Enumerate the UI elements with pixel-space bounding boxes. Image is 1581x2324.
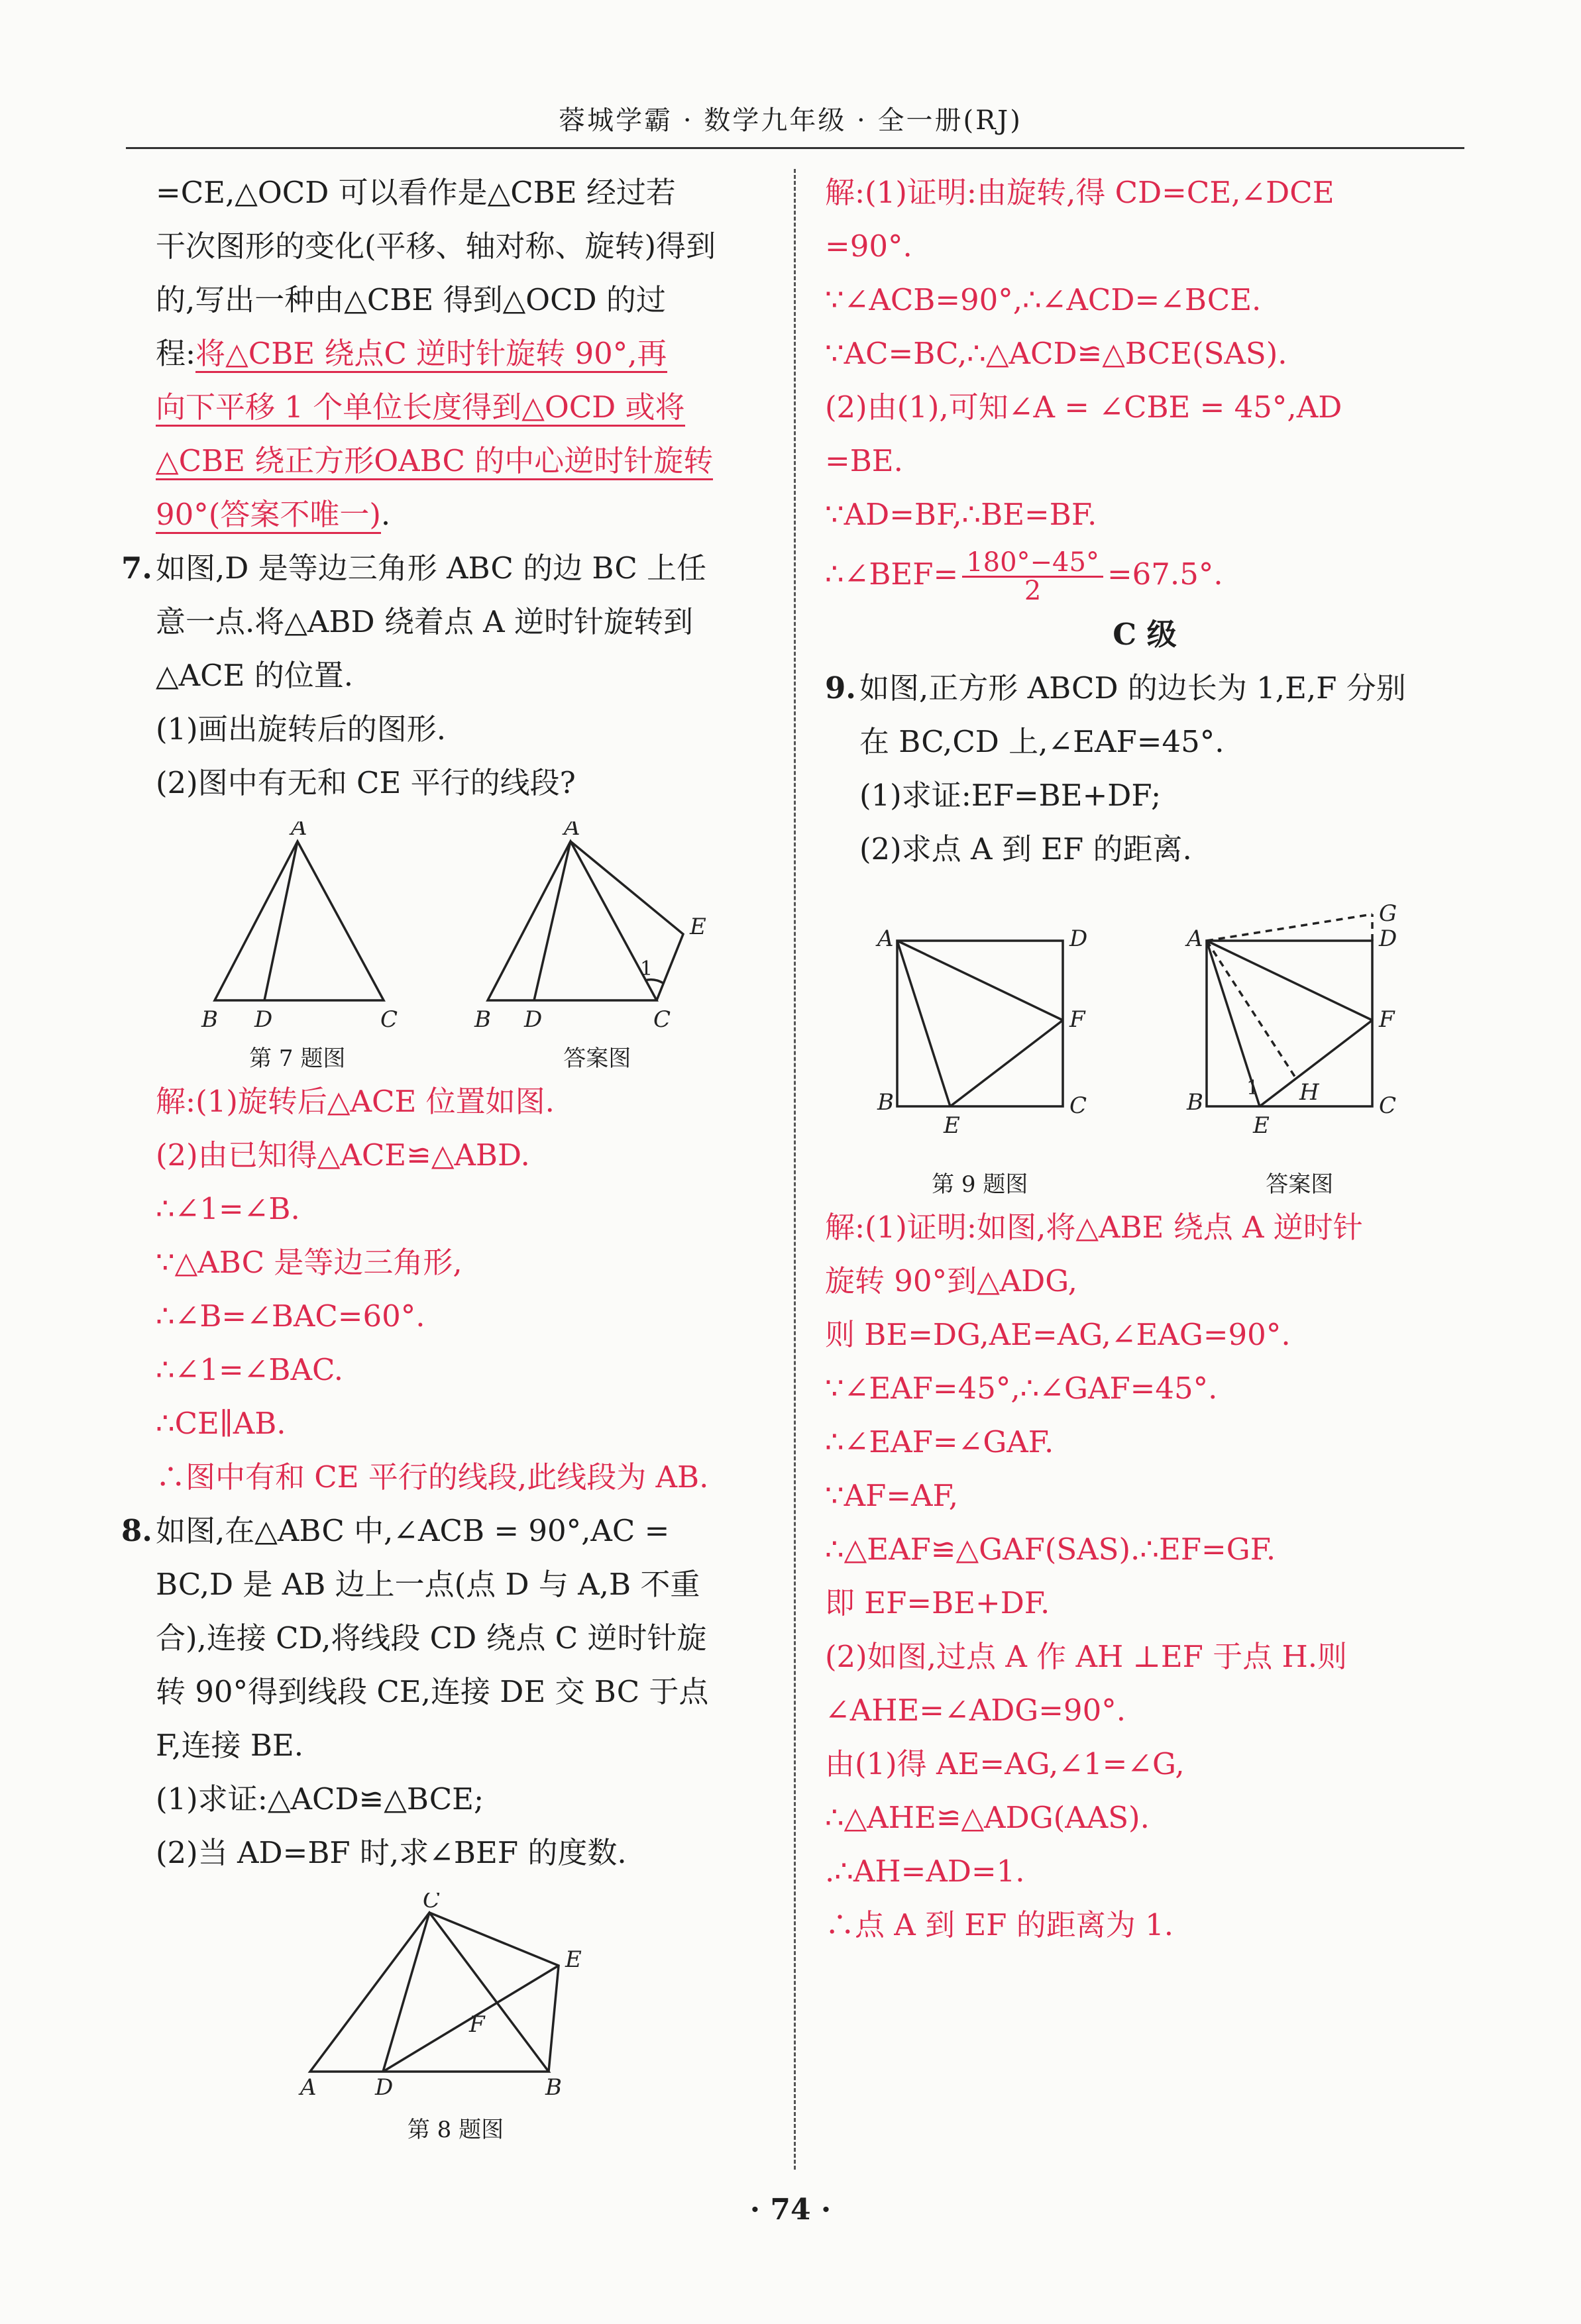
label-angle-1: 1 bbox=[640, 957, 653, 980]
label-f: F bbox=[1379, 1006, 1395, 1033]
label-angle-1: 1 bbox=[1246, 1077, 1260, 1100]
label-e: E bbox=[690, 914, 707, 940]
q9-figures bbox=[825, 889, 1464, 1200]
label-a: A bbox=[1187, 925, 1203, 952]
q6-line-6 bbox=[156, 434, 755, 488]
label-h: H bbox=[1299, 1079, 1319, 1106]
q8-solution-6: =BE. bbox=[825, 443, 903, 478]
header-rule bbox=[126, 147, 1464, 149]
q9-solution-11: 由(1)得 AE=AG,∠1=∠G, bbox=[825, 1746, 1185, 1781]
label-c: C bbox=[1379, 1092, 1397, 1119]
q8-line-4: 转 90°得到线段 CE,连接 DE 交 BC 于点 bbox=[156, 1674, 709, 1709]
q7-number: 7. bbox=[121, 551, 152, 586]
q9-answer-caption: 答案图 bbox=[1266, 1171, 1334, 1198]
path-ceb bbox=[429, 1913, 559, 2072]
q6-prefix: 程: bbox=[156, 336, 196, 371]
q9-number: 9. bbox=[825, 670, 856, 706]
label-d: D bbox=[1379, 925, 1397, 952]
label-f: F bbox=[1069, 1006, 1085, 1033]
q9-solution-9: (2)如图,过点 A 作 AH ⊥EF 于点 H.则 bbox=[825, 1639, 1348, 1674]
q9-part-2: (2)求点 A 到 EF 的距离. bbox=[859, 831, 1192, 867]
q8-solution-7: ∵AD=BF,∴BE=BF. bbox=[825, 497, 1097, 532]
q8-line-3: 合),连接 CD,将线段 CD 绕点 C 逆时针旋 bbox=[156, 1620, 707, 1656]
fraction-numerator: 180°−45° bbox=[962, 549, 1103, 578]
q7-answer-figure bbox=[471, 821, 723, 1075]
q7-line-1 bbox=[121, 541, 755, 595]
q9-answer-diagram bbox=[1180, 901, 1419, 1166]
q6-answer-4: 90°(答案不唯一) bbox=[156, 497, 381, 534]
q8-solution-2: =90°. bbox=[825, 229, 912, 264]
page-number: · 74 · bbox=[749, 2193, 832, 2227]
level-heading: C 级 bbox=[1113, 617, 1177, 652]
column-divider bbox=[794, 169, 796, 2170]
square-abcd bbox=[897, 941, 1063, 1106]
label-c: C bbox=[1069, 1092, 1087, 1119]
square-abcd bbox=[1207, 941, 1372, 1106]
q7-solution-1: 解:(1)旋转后△ACE 位置如图. bbox=[156, 1084, 555, 1119]
label-c: C bbox=[422, 1893, 440, 1913]
q7-fig-caption: 第 7 题图 bbox=[249, 1045, 346, 1072]
q9-solution-12: ∴△AHE≌△ADG(AAS). bbox=[825, 1800, 1150, 1835]
label-b: B bbox=[1187, 1089, 1204, 1116]
triangle-ace bbox=[571, 841, 683, 1000]
q8-line-1 bbox=[121, 1504, 755, 1558]
q8-solution-3: ∵∠ACB=90°,∴∠ACD=∠BCE. bbox=[825, 282, 1262, 317]
q9-line-2: 在 BC,CD 上,∠EAF=45°. bbox=[859, 724, 1225, 759]
q7-solution-7: ∴CE∥AB. bbox=[156, 1406, 286, 1441]
q7-figures bbox=[156, 810, 755, 1075]
q6-line-2: 干次图形的变化(平移、轴对称、旋转)得到 bbox=[156, 229, 716, 264]
q8-line-2: BC,D 是 AB 边上一点(点 D 与 A,B 不重 bbox=[156, 1567, 700, 1602]
label-c: C bbox=[653, 1006, 671, 1033]
q9-solution-6: ∵AF=AF, bbox=[825, 1478, 959, 1513]
q7-text-1: 如图,D 是等边三角形 ABC 的边 BC 上任 bbox=[156, 551, 707, 586]
q9-fig-caption: 第 9 题图 bbox=[932, 1171, 1028, 1198]
segment-ef bbox=[950, 1020, 1063, 1106]
q6-line-1: =CE,△OCD 可以看作是△CBE 经过若 bbox=[156, 175, 676, 210]
segment-af bbox=[1207, 941, 1372, 1020]
q7-figure bbox=[188, 821, 407, 1075]
q9-answer-figure bbox=[1180, 901, 1419, 1200]
q6-line-3: 的,写出一种由△CBE 得到△OCD 的过 bbox=[156, 282, 666, 317]
fraction-denominator: 2 bbox=[1024, 576, 1042, 606]
q9-part-1: (1)求证:EF=BE+DF; bbox=[859, 778, 1162, 813]
q6-end: . bbox=[380, 497, 391, 532]
label-f: F bbox=[468, 2011, 485, 2038]
q9-solution-1: 解:(1)证明:如图,将△ABE 绕点 A 逆时针 bbox=[825, 1210, 1363, 1245]
label-b: B bbox=[474, 1006, 492, 1033]
triangle-abc bbox=[215, 841, 384, 1000]
label-e: E bbox=[943, 1112, 960, 1139]
q6-line-7 bbox=[156, 488, 755, 541]
q9-solution-2: 旋转 90°到△ADG, bbox=[825, 1263, 1077, 1298]
right-column bbox=[825, 166, 1464, 1952]
left-column bbox=[121, 166, 755, 2146]
q6-answer-2: 向下平移 1 个单位长度得到△OCD 或将 bbox=[156, 390, 685, 427]
q8-figure bbox=[156, 1893, 755, 2146]
label-d: D bbox=[524, 1006, 543, 1033]
q8-solution-8 bbox=[825, 541, 1464, 607]
q7-solution-6: ∴∠1=∠BAC. bbox=[156, 1352, 344, 1387]
q7-solution-4: ∵△ABC 是等边三角形, bbox=[156, 1245, 463, 1280]
label-e: E bbox=[1253, 1112, 1270, 1139]
q7-solution-5: ∴∠B=∠BAC=60°. bbox=[156, 1298, 425, 1334]
q8-line-5: F,连接 BE. bbox=[156, 1728, 304, 1763]
q9-solution-8: 即 EF=BE+DF. bbox=[825, 1585, 1050, 1620]
q8-diagram bbox=[270, 1893, 641, 2111]
segment-ad bbox=[534, 841, 571, 1000]
label-a: A bbox=[877, 925, 894, 952]
label-g: G bbox=[1379, 901, 1397, 927]
segment-ag bbox=[1207, 914, 1372, 941]
q9-solution-7: ∴△EAF≌△GAF(SAS).∴EF=GF. bbox=[825, 1532, 1276, 1567]
q7-answer-diagram bbox=[471, 821, 723, 1040]
q9-solution-10: ∠AHE=∠ADG=90°. bbox=[825, 1693, 1126, 1728]
label-e: E bbox=[565, 1946, 582, 1973]
q7-part-2: (2)图中有无和 CE 平行的线段? bbox=[156, 765, 576, 800]
label-d: D bbox=[1069, 925, 1088, 952]
label-d: D bbox=[254, 1006, 273, 1033]
q9-text-1: 如图,正方形 ABCD 的边长为 1,E,F 分别 bbox=[859, 670, 1406, 706]
q9-square-diagram bbox=[871, 901, 1089, 1166]
q8-fig-caption: 第 8 题图 bbox=[407, 2117, 504, 2143]
q8-text-1: 如图,在△ABC 中,∠ACB = 90°,AC = bbox=[156, 1513, 670, 1548]
label-b: B bbox=[545, 2074, 562, 2101]
page-header: 蓉城学霸 · 数学九年级 · 全一册(RJ) bbox=[559, 105, 1022, 136]
label-d: D bbox=[374, 2074, 393, 2101]
label-b: B bbox=[201, 1006, 218, 1033]
segment-ae bbox=[897, 941, 950, 1106]
q6-answer-3: △CBE 绕正方形OABC 的中心逆时针旋转 bbox=[156, 443, 713, 480]
q6-line-4 bbox=[156, 327, 755, 380]
label-b: B bbox=[877, 1089, 894, 1116]
q7-solution-3: ∴∠1=∠B. bbox=[156, 1191, 300, 1226]
q9-figure bbox=[871, 901, 1089, 1200]
segment-af bbox=[897, 941, 1063, 1020]
triangle-abc bbox=[488, 841, 657, 1000]
q9-solution-13: .∴AH=AD=1. bbox=[825, 1854, 1025, 1889]
q7-answer-caption: 答案图 bbox=[563, 1045, 631, 1072]
label-a: A bbox=[290, 821, 307, 841]
label-a: A bbox=[300, 2074, 317, 2101]
fraction bbox=[962, 549, 1103, 604]
q7-part-1: (1)画出旋转后的图形. bbox=[156, 712, 447, 747]
q7-line-3: △ACE 的位置. bbox=[156, 658, 353, 693]
q6-answer-1: 将△CBE 绕点C 逆时针旋转 90°,再 bbox=[195, 336, 667, 373]
q8-number: 8. bbox=[121, 1513, 152, 1548]
q7-line-2: 意一点.将△ABD 绕着点 A 逆时针旋转到 bbox=[156, 604, 693, 639]
q8-solution-1: 解:(1)证明:由旋转,得 CD=CE,∠DCE bbox=[825, 175, 1335, 210]
q8-solution-8-prefix: ∴∠BEF= bbox=[825, 556, 959, 592]
q8-solution-5: (2)由(1),可知∠A = ∠CBE = 45°,AD bbox=[825, 390, 1342, 425]
q7-triangle-diagram bbox=[188, 821, 407, 1040]
q9-solution-5: ∴∠EAF=∠GAF. bbox=[825, 1424, 1054, 1459]
segment-ad bbox=[264, 841, 298, 1000]
q9-solution-3: 则 BE=DG,AE=AG,∠EAG=90°. bbox=[825, 1317, 1291, 1352]
q9-solution-14: ∴点 A 到 EF 的距离为 1. bbox=[825, 1907, 1174, 1942]
q7-solution-8: ∴图中有和 CE 平行的线段,此线段为 AB. bbox=[156, 1459, 709, 1495]
q8-part-2: (2)当 AD=BF 时,求∠BEF 的度数. bbox=[156, 1835, 627, 1870]
q7-solution-2: (2)由已知得△ACE≌△ABD. bbox=[156, 1137, 530, 1173]
q9-line-1 bbox=[825, 661, 1464, 715]
q9-solution-4: ∵∠EAF=45°,∴∠GAF=45°. bbox=[825, 1371, 1218, 1406]
label-a: A bbox=[564, 821, 580, 841]
q8-solution-4: ∵AC=BC,∴△ACD≌△BCE(SAS). bbox=[825, 336, 1287, 371]
q6-line-5 bbox=[156, 380, 755, 434]
q8-solution-8-suffix: =67.5°. bbox=[1107, 556, 1223, 592]
label-c: C bbox=[380, 1006, 398, 1033]
q8-part-1: (1)求证:△ACD≌△BCE; bbox=[156, 1781, 484, 1817]
